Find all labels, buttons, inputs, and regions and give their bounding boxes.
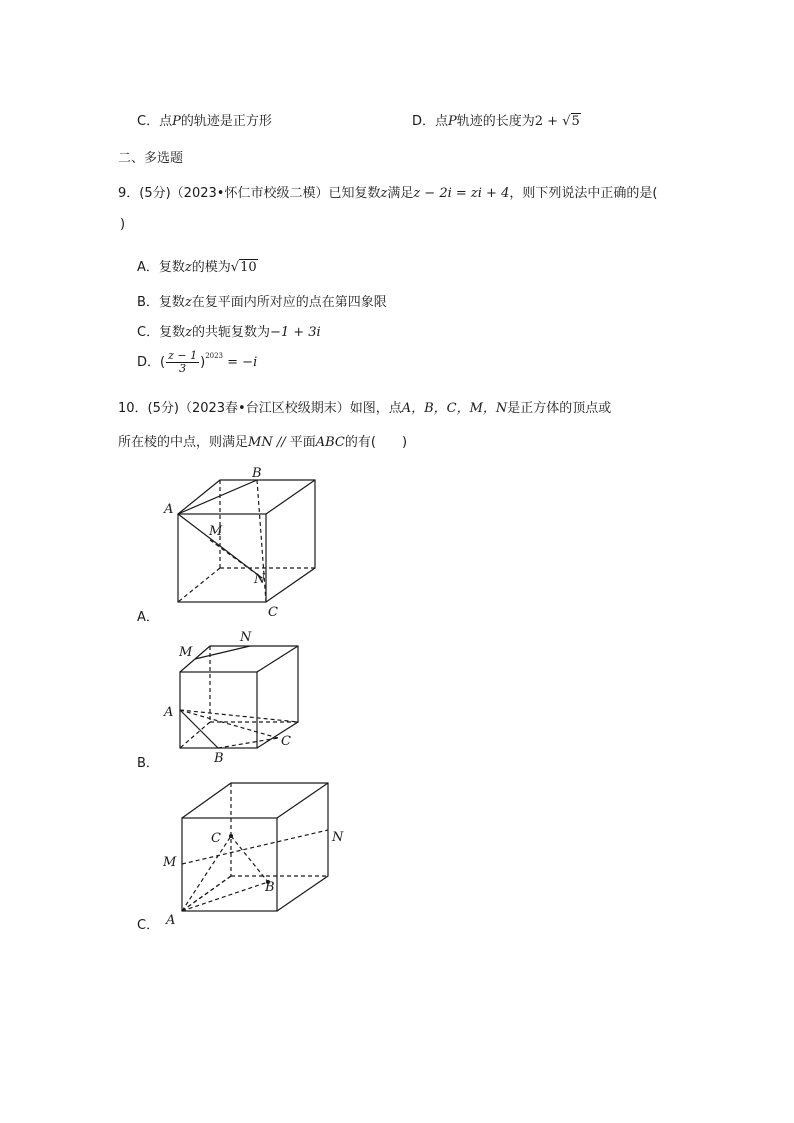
q10-plane: ABC bbox=[315, 435, 345, 450]
fig-a-label-m: M bbox=[209, 524, 223, 539]
fig-a-label-n: N bbox=[254, 572, 266, 587]
q9-option-d-label: D．( bbox=[137, 355, 166, 370]
q10-points: A，B，C，M，N bbox=[401, 401, 508, 416]
q9-option-a-sqrt-sign: √ bbox=[230, 260, 240, 275]
q9-option-a-label: A．复数 bbox=[137, 260, 185, 275]
fig-c-back-edges bbox=[182, 783, 328, 911]
fig-b-label-m: M bbox=[179, 645, 193, 660]
fig-c-label-m: M bbox=[163, 855, 177, 870]
q8-option-d-prefix: D．点 bbox=[412, 114, 449, 129]
fig-c-point-c bbox=[229, 834, 233, 838]
q9-option-d-close: ) bbox=[200, 355, 206, 370]
q9-option-c-text: 的共轭复数为 bbox=[191, 325, 270, 340]
q9-stem-close: ) bbox=[120, 217, 126, 232]
q8-option-d-math: 2 + bbox=[534, 114, 563, 129]
q10-stem-b: 是正方体的顶点或 bbox=[507, 401, 612, 416]
fig-c-label-a: A bbox=[166, 913, 176, 928]
q9-option-b-text: 在复平面内所对应的点在第四象限 bbox=[191, 295, 387, 310]
q9-option-a-text: 的模为 bbox=[191, 260, 231, 275]
q9-option-c-var: z bbox=[185, 325, 192, 340]
q8-option-c-var: P bbox=[172, 114, 181, 129]
q9-option-d-numerator: z − 1 bbox=[168, 349, 198, 362]
q8-option-d-var: P bbox=[448, 114, 457, 129]
fig-c-label-b: B bbox=[265, 880, 275, 895]
q9-option-c-label: C．复数 bbox=[137, 325, 186, 340]
q9-equation: z − 2i = zi + 4 bbox=[413, 186, 510, 201]
q9-option-d-exponent: 2023 bbox=[205, 352, 224, 360]
q9-option-b-var: z bbox=[184, 295, 192, 310]
q10-stem-c: 所在棱的中点，则满足 bbox=[118, 435, 249, 450]
fig-b-option-label: B． bbox=[137, 756, 159, 771]
section-title: 二、多选题 bbox=[118, 151, 184, 166]
q8-option-c-prefix: C．点 bbox=[137, 114, 173, 129]
q9-option-a-var: z bbox=[184, 260, 192, 275]
q8-option-c-text: 的轨迹是正方形 bbox=[180, 114, 272, 129]
q8-option-d-sqrt-sign: √ bbox=[562, 114, 571, 129]
q9-option-a-radicand: 10 bbox=[240, 260, 257, 275]
fig-b-label-c: C bbox=[281, 734, 291, 749]
q9-stem-c: ，则下列说法中正确的是( bbox=[509, 186, 658, 201]
fig-c-label-n: N bbox=[332, 830, 344, 845]
q9-stem-a: 9．(5分)（2023•怀仁市校级二模）已知复数 bbox=[118, 186, 381, 201]
fig-a-label-a: A bbox=[164, 502, 174, 517]
fig-c-front-face bbox=[182, 818, 277, 911]
q10-stem-d: 平面 bbox=[289, 435, 316, 450]
q9-stem-var: z bbox=[380, 186, 388, 201]
q9-option-d-denominator: 3 bbox=[179, 362, 187, 375]
q10-condition: MN // bbox=[248, 435, 290, 450]
fig-b-label-b: B bbox=[214, 751, 224, 766]
q8-option-d-text: 轨迹的长度为 bbox=[456, 114, 535, 129]
q10-stem-e: 的有( ) bbox=[344, 435, 408, 450]
q9-option-b-label: B．复数 bbox=[137, 295, 185, 310]
fig-a-option-label: A． bbox=[137, 610, 159, 625]
q8-option-d-radicand: 5 bbox=[571, 114, 580, 129]
q9-stem-b: 满足 bbox=[387, 186, 414, 201]
fig-c-option-label: C． bbox=[137, 918, 160, 933]
fig-c-hidden-segments bbox=[182, 830, 328, 911]
q9-option-c-math: −1 + 3i bbox=[269, 325, 321, 340]
fig-b-label-n: N bbox=[240, 630, 252, 645]
fig-c-label-c: C bbox=[211, 831, 221, 846]
fig-c-edge bbox=[277, 783, 328, 818]
q9-option-d-rhs: = −i bbox=[223, 355, 258, 370]
fig-b-label-a: A bbox=[164, 705, 174, 720]
fig-a-label-c: C bbox=[268, 605, 278, 620]
fig-a-label-b: B bbox=[252, 466, 262, 481]
q10-stem-a: 10．(5分)（2023春•台江区校级期末）如图，点 bbox=[118, 401, 402, 416]
